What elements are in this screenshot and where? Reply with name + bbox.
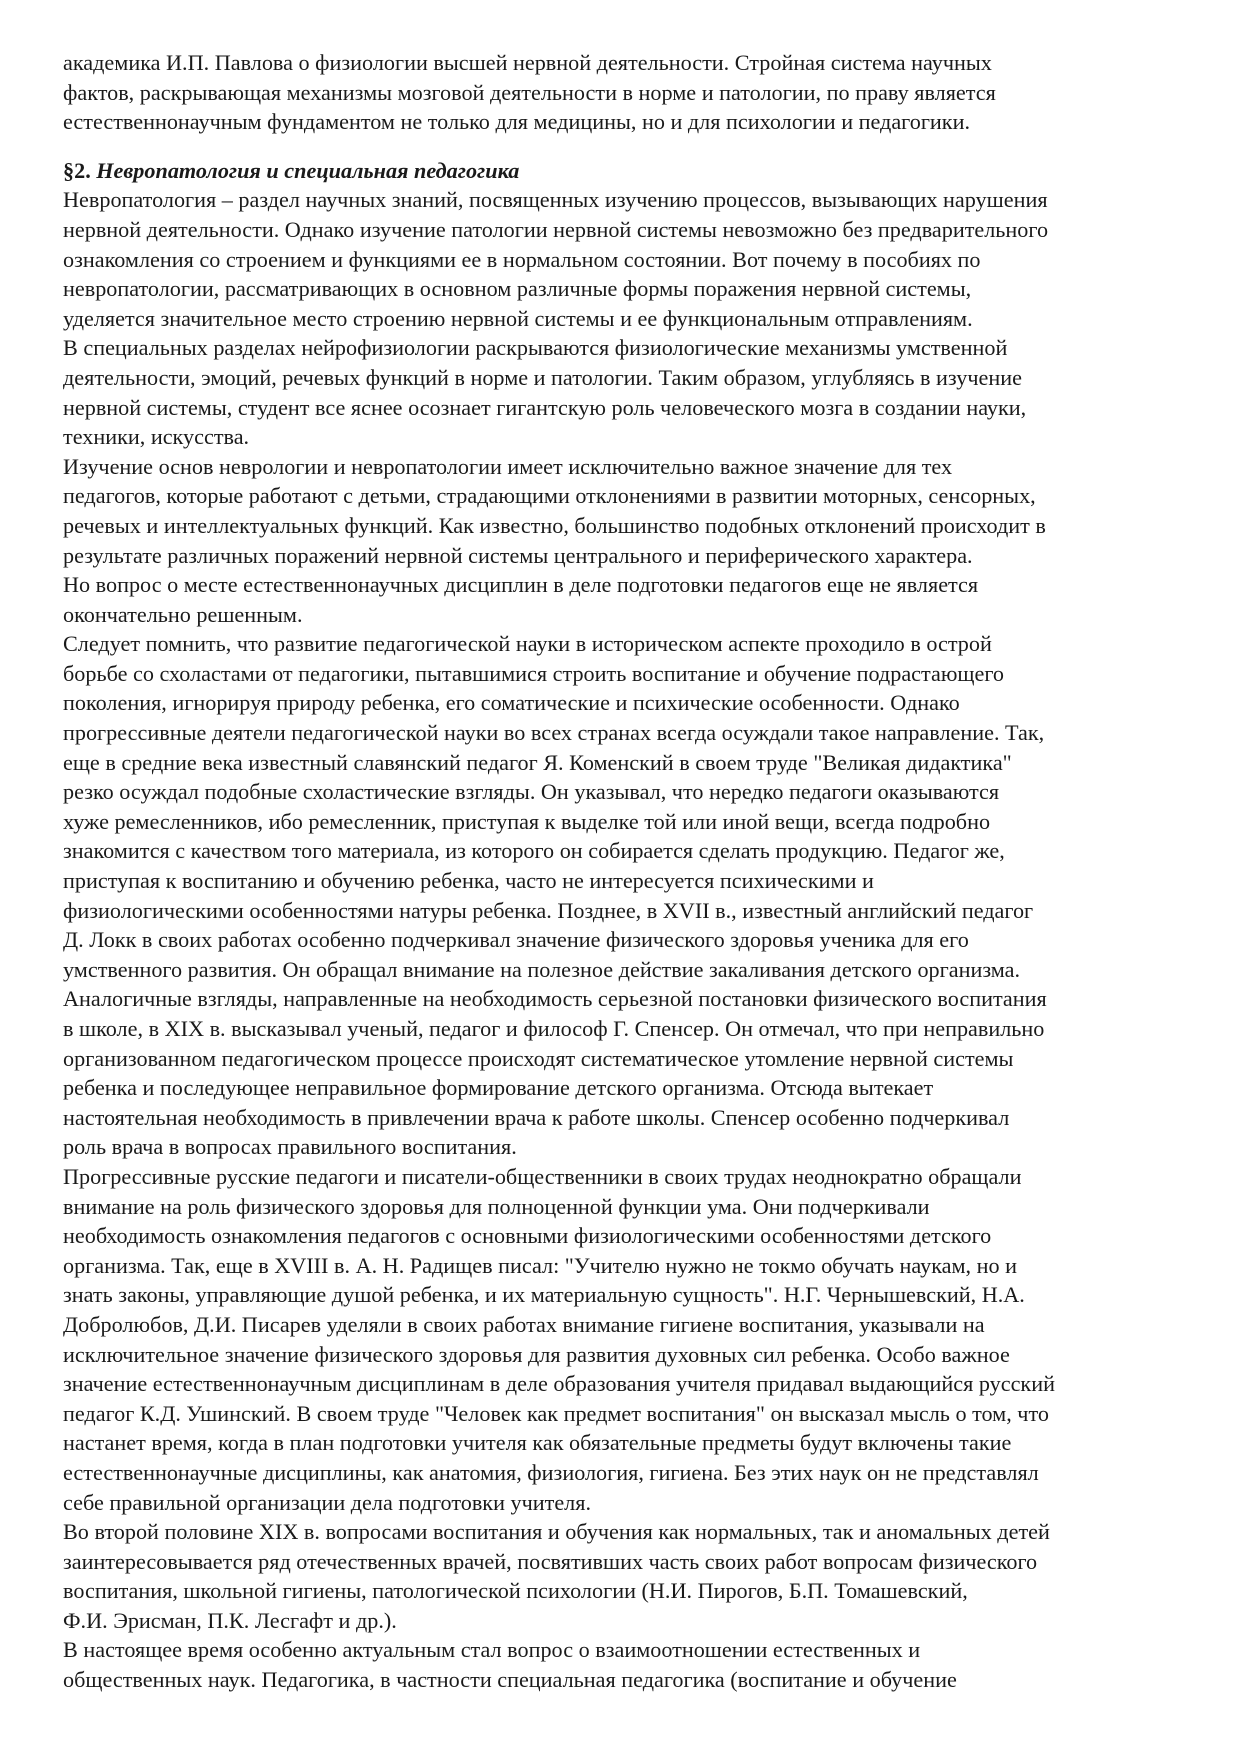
text-line: Изучение основ неврологии и невропатологии имеет исключительно важное значение для тех: [63, 453, 953, 479]
intro-paragraph: [63, 48, 1193, 137]
text-line: себе правильной организации дела подготовки учителя.: [63, 1489, 592, 1515]
text-line: организма. Так, еще в XVIII в. А. Н. Радищев писал: "Учителю нужно не токмо обучать наукам, но и: [63, 1252, 1018, 1278]
text-line: поколения, игнорируя природу ребенка, его соматические и психические особенности. Однако: [63, 690, 960, 716]
paragraph-7: [63, 1517, 1193, 1635]
paragraph-4: [63, 570, 1193, 629]
text-line: Добролюбов, Д.И. Писарев уделяли в своих работах внимание гигиене воспитания, указывали на: [63, 1311, 985, 1337]
text-line: заинтересовывается ряд отечественных врачей, посвятивших часть своих работ вопросам физического: [63, 1548, 1038, 1574]
text-line: еще в средние века известный славянский педагог Я. Коменский в своем труде "Великая дидактика": [63, 749, 1012, 775]
text-line: В специальных разделах нейрофизиологии раскрываются физиологические механизмы умственной: [63, 335, 1008, 361]
text-line: уделяется значительное место строению нервной системы и ее функциональным отправлениям.: [63, 305, 973, 331]
text-line: внимание на роль физического здоровья для полноценной функции ума. Они подчеркивали: [63, 1193, 930, 1219]
text-line: настанет время, когда в план подготовки учителя как обязательные предметы будут включены такие: [63, 1430, 1012, 1456]
text-line: ребенка и последующее неправильное формирование детского организма. Отсюда вытекает: [63, 1075, 934, 1101]
text-line: естественнонаучным фундаментом не только для медицины, но и для психологии и педагогики.: [63, 109, 970, 135]
text-line: ознакомления со строением и функциями ее в нормальном состоянии. Вот почему в пособиях по: [63, 246, 981, 272]
text-line: борьбе со схоластами от педагогики, пытавшимися строить воспитание и обучение подрастающего: [63, 660, 1004, 686]
text-line: Во второй половине XIX в. вопросами воспитания и обучения как нормальных, так и аномальных детей: [63, 1519, 1050, 1545]
text-line: фактов, раскрывающая механизмы мозговой деятельности в норме и патологии, по праву является: [63, 79, 996, 105]
text-line: Аналогичные взгляды, направленные на необходимость серьезной постановки физического воспитания: [63, 986, 1047, 1012]
paragraph-1: [63, 185, 1193, 333]
text-line: педагогов, которые работают с детьми, страдающими отклонениями в развитии моторных, сенсорных,: [63, 483, 1036, 509]
section-title: Невропатология и специальная педагогика: [96, 157, 520, 183]
text-line: окончательно решенным.: [63, 601, 303, 627]
paragraph-2: [63, 333, 1193, 451]
text-line: знакомится с качеством того материала, из которого он собирается сделать продукцию. Педагог же,: [63, 838, 1005, 864]
text-line: техники, искусства.: [63, 424, 250, 450]
text-line: знать законы, управляющие душой ребенка, и их материальную сущность". Н.Г. Чернышевский, Н.А.: [63, 1282, 1025, 1308]
text-line: значение естественнонаучным дисциплинам в деле образования учителя придавал выдающийся русский: [63, 1371, 1055, 1397]
text-line: приступая к воспитанию и обучению ребенка, часто не интересуется психическими и: [63, 868, 874, 894]
text-line: Но вопрос о месте естественнонаучных дисциплин в деле подготовки педагогов еще не является: [63, 572, 979, 598]
section-number: §2.: [63, 157, 91, 183]
text-line: резко осуждал подобные схоластические взгляды. Он указывал, что нередко педагоги оказываются: [63, 779, 1000, 805]
text-line: педагог К.Д. Ушинский. В своем труде "Человек как предмет воспитания" он высказал мысль о том, что: [63, 1400, 1049, 1426]
text-line: прогрессивные деятели педагогической науки во всех странах всегда осуждали такое направление. Так,: [63, 720, 1045, 746]
paragraph-3: [63, 452, 1193, 570]
text-line: нервной деятельности. Однако изучение патологии нервной системы невозможно без предварительного: [63, 216, 1049, 242]
text-line: хуже ремесленников, ибо ремесленник, приступая к выделке той или иной вещи, всегда подробно: [63, 808, 991, 834]
text-line: Следует помнить, что развитие педагогической науки в историческом аспекте проходило в острой: [63, 631, 992, 657]
text-line: Невропатология – раздел научных знаний, посвященных изучению процессов, вызывающих нарушения: [63, 187, 1048, 213]
text-line: физиологическими особенностями натуры ребенка. Позднее, в XVII в., известный английский педагог: [63, 897, 1034, 923]
text-line: речевых и интеллектуальных функций. Как известно, большинство подобных отклонений происходит в: [63, 512, 1046, 538]
paragraph-5: [63, 629, 1193, 1162]
text-line: невропатологии, рассматривающих в основном различные формы поражения нервной системы,: [63, 276, 972, 302]
text-line: в школе, в XIX в. высказывал ученый, педагог и философ Г. Спенсер. Он отмечал, что при неправильно: [63, 1016, 1045, 1041]
paragraph-6: [63, 1162, 1193, 1517]
text-line: умственного развития. Он обращал внимание на полезное действие закаливания детского организма.: [63, 956, 1021, 982]
text-line: результате различных поражений нервной системы центрального и периферического характера.: [63, 542, 973, 568]
section-heading: [63, 156, 1193, 186]
text-line: роль врача в вопросах правильного воспитания.: [63, 1134, 517, 1160]
text-line: деятельности, эмоций, речевых функций в норме и патологии. Таким образом, углубляясь в изучение: [63, 364, 1022, 390]
text-line: необходимость ознакомления педагогов с основными физиологическими особенностями детского: [63, 1223, 992, 1249]
text-line: Д. Локк в своих работах особенно подчеркивал значение физического здоровья ученика для его: [63, 927, 969, 953]
document-page: [63, 48, 1193, 1695]
text-line: В настоящее время особенно актуальным стал вопрос о взаимоотношении естественных и: [63, 1637, 921, 1663]
text-line: Ф.И. Эрисман, П.К. Лесгафт и др.).: [63, 1607, 397, 1633]
text-line: Прогрессивные русские педагоги и писатели-общественники в своих трудах неоднократно обращали: [63, 1163, 1022, 1189]
text-line: академика И.П. Павлова о физиологии высшей нервной деятельности. Стройная система научных: [63, 50, 992, 75]
text-line: воспитания, школьной гигиены, патологической психологии (Н.И. Пирогов, Б.П. Томашевский,: [63, 1578, 968, 1604]
text-line: нервной системы, студент все яснее осознает гигантскую роль человеческого мозга в создании науки,: [63, 394, 1027, 420]
text-line: организованном педагогическом процессе происходят систематическое утомление нервной системы: [63, 1045, 1014, 1071]
text-line: исключительное значение физического здоровья для развития духовных сил ребенка. Особо важное: [63, 1341, 1010, 1367]
text-line: общественных наук. Педагогика, в частности специальная педагогика (воспитание и обучение: [63, 1667, 957, 1693]
text-line: естественнонаучные дисциплины, как анатомия, физиология, гигиена. Без этих наук он не представлял: [63, 1459, 1039, 1485]
text-line: настоятельная необходимость в привлечении врача к работе школы. Спенсер особенно подчеркивал: [63, 1104, 1010, 1130]
paragraph-8: [63, 1635, 1193, 1694]
